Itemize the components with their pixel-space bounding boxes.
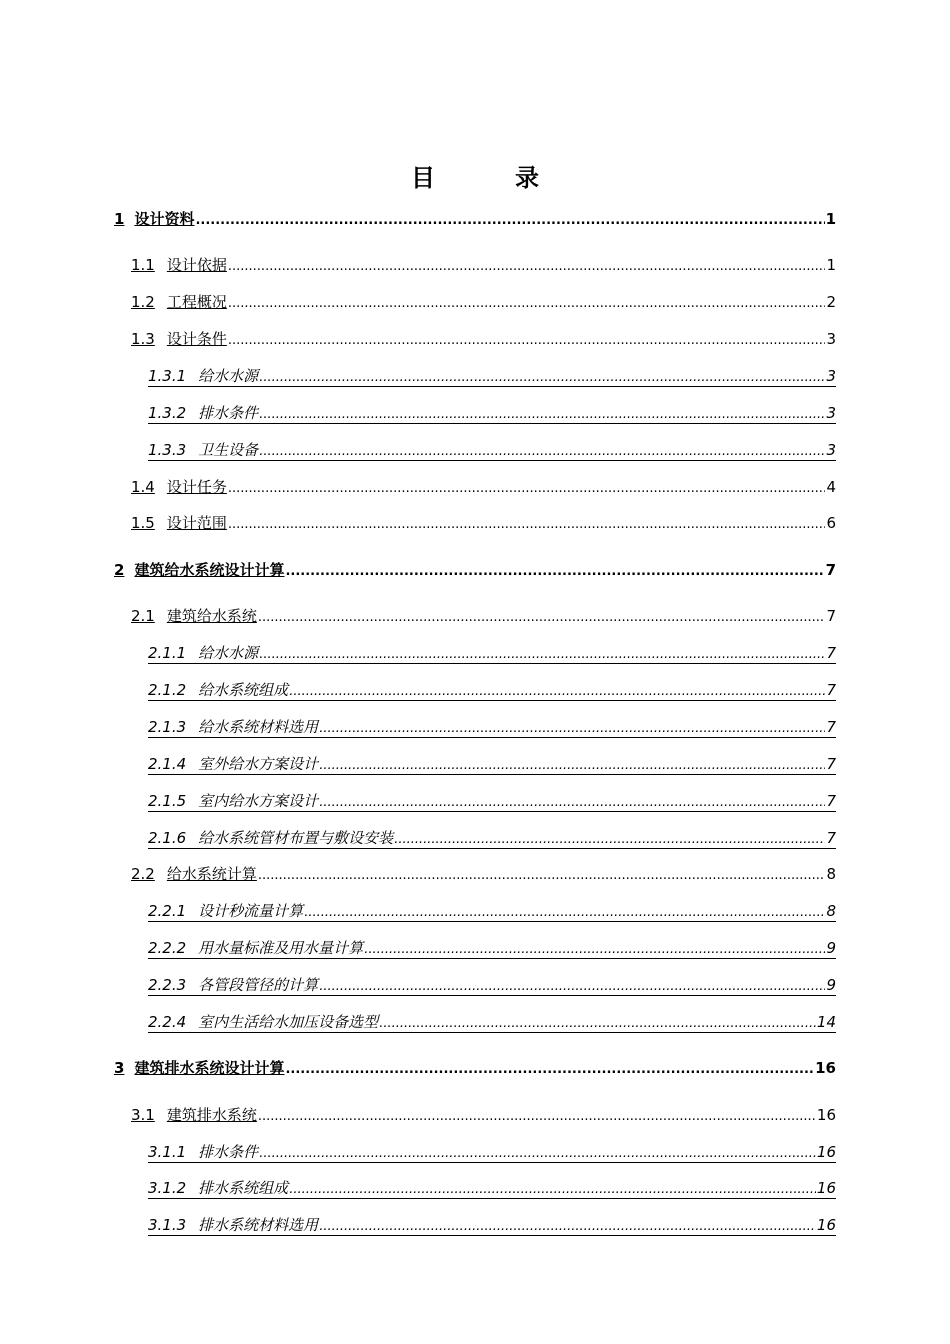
toc-entry-label [148, 1141, 258, 1163]
toc-entry-text: 给水水源 [198, 644, 259, 662]
toc-entry-number: 2.1.2 [148, 681, 187, 699]
toc-page-number: 1 [826, 256, 836, 274]
toc-entry-label [148, 439, 258, 461]
toc-entry-text: 各管段管径的计算 [198, 976, 319, 994]
toc-page-number: 16 [816, 1179, 836, 1197]
toc-entry-label [131, 512, 227, 534]
toc-dot-leader [258, 1104, 816, 1128]
toc-entry-label [131, 291, 227, 313]
toc-entry-label [148, 679, 288, 701]
toc-entry-level-2[interactable] [131, 291, 836, 313]
toc-dot-leader [319, 716, 825, 740]
toc-dot-leader [289, 1177, 816, 1201]
toc-entry-level-3[interactable] [148, 937, 836, 959]
toc-dot-leader [258, 863, 826, 887]
toc-entry-text: 用水量标准及用水量计算 [198, 939, 364, 957]
toc-dot-leader [394, 827, 825, 851]
toc-entry-level-3[interactable] [148, 974, 836, 996]
toc-dot-leader [195, 208, 824, 232]
toc-entry-level-3[interactable] [148, 402, 836, 424]
toc-title-char-2: 录 [515, 164, 539, 192]
toc-entry-text: 排水系统组成 [198, 1179, 289, 1197]
toc-entry-text: 室内给水方案设计 [198, 792, 319, 810]
toc-entry-text: 给水系统组成 [198, 681, 289, 699]
toc-page-number: 3 [826, 330, 836, 348]
toc-entry-number: 3.1.1 [148, 1143, 187, 1161]
toc-page-number: 6 [826, 514, 836, 532]
toc-entry-label [114, 208, 194, 230]
toc-entry-level-3[interactable] [148, 753, 836, 775]
toc-entry-label [148, 974, 318, 996]
toc-entry-number: 3.1.3 [148, 1216, 187, 1234]
toc-page-number: 3 [826, 367, 836, 385]
toc-entry-label [131, 1104, 257, 1126]
toc-entry-text: 设计依据 [166, 256, 227, 274]
toc-entry-number: 3 [114, 1059, 125, 1077]
toc-entry-number: 2.1.3 [148, 718, 187, 736]
toc-entry-number: 1.3 [131, 330, 155, 348]
toc-entry-level-2[interactable] [131, 328, 836, 350]
toc-entry-number: 3.1.2 [148, 1179, 187, 1197]
toc-entry-number: 1.3.1 [148, 367, 187, 385]
toc-dot-leader [364, 937, 825, 961]
toc-entry-level-3[interactable] [148, 790, 836, 812]
toc-entry-number: 1.2 [131, 293, 155, 311]
toc-entry-label [148, 790, 318, 812]
toc-page-number: 7 [826, 644, 836, 662]
toc-dot-leader [259, 439, 825, 463]
toc-entry-text: 室外给水方案设计 [198, 755, 319, 773]
toc-entry-text: 给水系统管材布置与敷设安装 [198, 829, 394, 847]
toc-dot-leader [319, 974, 825, 998]
toc-entry-number: 2.1.6 [148, 829, 187, 847]
toc-entry-number: 1.5 [131, 514, 155, 532]
toc-entry-label [131, 328, 227, 350]
toc-page-number: 7 [826, 829, 836, 847]
toc-page-number: 7 [826, 755, 836, 773]
toc-entry-number: 2.1.5 [148, 792, 187, 810]
toc-entry-text: 给水水源 [198, 367, 259, 385]
toc-dot-leader [319, 753, 825, 777]
toc-entry-text: 排水系统材料选用 [198, 1216, 319, 1234]
toc-page-number: 7 [826, 792, 836, 810]
toc-dot-leader [259, 1141, 816, 1165]
toc-dot-leader [228, 512, 826, 536]
toc-page-number: 16 [816, 1216, 836, 1234]
toc-entry-label [148, 1214, 318, 1236]
toc-entry-label [131, 476, 227, 498]
toc-entry-text: 建筑给水系统 [166, 607, 257, 625]
toc-entry-text: 排水条件 [198, 1143, 259, 1161]
toc-title [0, 158, 950, 193]
toc-dot-leader [259, 642, 825, 666]
toc-entry-level-3[interactable] [148, 900, 836, 922]
toc-dot-leader [228, 476, 826, 500]
toc-entry-number: 1.3.3 [148, 441, 187, 459]
toc-entry-level-2[interactable] [131, 512, 836, 534]
toc-entry-label [148, 827, 393, 849]
toc-entry-level-1[interactable] [114, 559, 836, 581]
toc-entry-label [131, 863, 257, 885]
toc-dot-leader [304, 900, 825, 924]
toc-entry-text: 排水条件 [198, 404, 259, 422]
toc-entry-text: 室内生活给水加压设备选型 [198, 1013, 379, 1031]
toc-entry-label [131, 605, 257, 627]
toc-entry-number: 1.3.2 [148, 404, 187, 422]
toc-entry-number: 2.1.1 [148, 644, 187, 662]
toc-page-number: 7 [826, 681, 836, 699]
toc-page-number: 14 [816, 1013, 836, 1031]
toc-page-number: 7 [826, 607, 836, 625]
toc-dot-leader [259, 365, 825, 389]
toc-entry-number: 2.2 [131, 865, 155, 883]
toc-entry-label [148, 365, 258, 387]
toc-entry-label [114, 559, 284, 581]
toc-page-number: 8 [826, 902, 836, 920]
toc-entry-text: 设计任务 [166, 478, 227, 496]
toc-entry-level-3[interactable] [148, 1177, 836, 1199]
toc-entry-number: 2.2.1 [148, 902, 187, 920]
toc-entry-number: 2.2.2 [148, 939, 187, 957]
toc-dot-leader [228, 291, 826, 315]
toc-entry-level-3[interactable] [148, 642, 836, 664]
toc-entry-text: 设计范围 [166, 514, 227, 532]
toc-entry-level-2[interactable] [131, 254, 836, 276]
toc-entry-level-3[interactable] [148, 365, 836, 387]
toc-entry-level-2[interactable] [131, 476, 836, 498]
toc-entry-text: 设计秒流量计算 [198, 902, 304, 920]
toc-entry-text: 工程概况 [166, 293, 227, 311]
toc-entry-text: 建筑给水系统设计计算 [134, 561, 285, 579]
toc-entry-number: 2 [114, 561, 125, 579]
toc-dot-leader [379, 1011, 816, 1035]
toc-entry-number: 2.1 [131, 607, 155, 625]
toc-entry-number: 2.2.4 [148, 1013, 187, 1031]
toc-page-number: 3 [826, 404, 836, 422]
toc-entry-number: 2.2.3 [148, 976, 187, 994]
toc-entry-text: 卫生设备 [198, 441, 259, 459]
toc-dot-leader [228, 254, 826, 278]
toc-dot-leader [258, 605, 826, 629]
toc-entry-label [148, 937, 363, 959]
toc-entry-level-2[interactable] [131, 863, 836, 885]
toc-page-number: 2 [826, 293, 836, 311]
toc-entry-number: 1.1 [131, 256, 155, 274]
toc-entry-label [148, 716, 318, 738]
toc-entry-label [148, 1177, 288, 1199]
toc-entry-level-3[interactable] [148, 1214, 836, 1236]
toc-entry-level-3[interactable] [148, 827, 836, 849]
toc-dot-leader [289, 679, 825, 703]
toc-entry-label [148, 642, 258, 664]
toc-title-char-1: 目 [411, 164, 435, 192]
toc-entry-level-2[interactable] [131, 1104, 836, 1126]
toc-entry-number: 3.1 [131, 1106, 155, 1124]
toc-entry-text: 设计资料 [134, 210, 195, 228]
toc-dot-leader [285, 559, 824, 583]
toc-entry-label [148, 1011, 378, 1033]
toc-entry-text: 给水系统材料选用 [198, 718, 319, 736]
toc-entry-text: 给水系统计算 [166, 865, 257, 883]
toc-entry-label [148, 753, 318, 775]
toc-entry-label [114, 1057, 284, 1079]
toc-dot-leader [319, 1214, 816, 1238]
toc-entry-text: 建筑排水系统设计计算 [134, 1059, 285, 1077]
toc-page-number: 4 [826, 478, 836, 496]
toc-entry-level-3[interactable] [148, 1141, 836, 1163]
toc-entry-label [131, 254, 227, 276]
toc-page-number: 7 [826, 718, 836, 736]
toc-entry-number: 1 [114, 210, 125, 228]
toc-entry-label [148, 900, 303, 922]
toc-entry-level-3[interactable] [148, 439, 836, 461]
toc-dot-leader [259, 402, 825, 426]
toc-page-number: 16 [816, 1143, 836, 1161]
toc-page-number: 3 [826, 441, 836, 459]
toc-entry-level-1[interactable] [114, 1057, 836, 1079]
toc-entry-label [148, 402, 258, 424]
toc-page-number: 9 [826, 939, 836, 957]
toc-page-number: 9 [826, 976, 836, 994]
toc-dot-leader [228, 328, 826, 352]
toc-page-number: 7 [825, 561, 836, 579]
toc-page-number: 16 [815, 1059, 836, 1077]
toc-entry-text: 建筑排水系统 [166, 1106, 257, 1124]
toc-entry-level-3[interactable] [148, 679, 836, 701]
toc-entry-number: 1.4 [131, 478, 155, 496]
toc-dot-leader [319, 790, 825, 814]
toc-entry-level-3[interactable] [148, 1011, 836, 1033]
toc-entry-text: 设计条件 [166, 330, 227, 348]
toc-entry-level-3[interactable] [148, 716, 836, 738]
toc-entry-number: 2.1.4 [148, 755, 187, 773]
toc-page-number: 8 [826, 865, 836, 883]
toc-entry-level-1[interactable] [114, 208, 836, 230]
toc-page-number: 1 [825, 210, 836, 228]
toc-page-number: 16 [816, 1106, 836, 1124]
toc-entry-level-2[interactable] [131, 605, 836, 627]
toc-dot-leader [285, 1057, 814, 1081]
